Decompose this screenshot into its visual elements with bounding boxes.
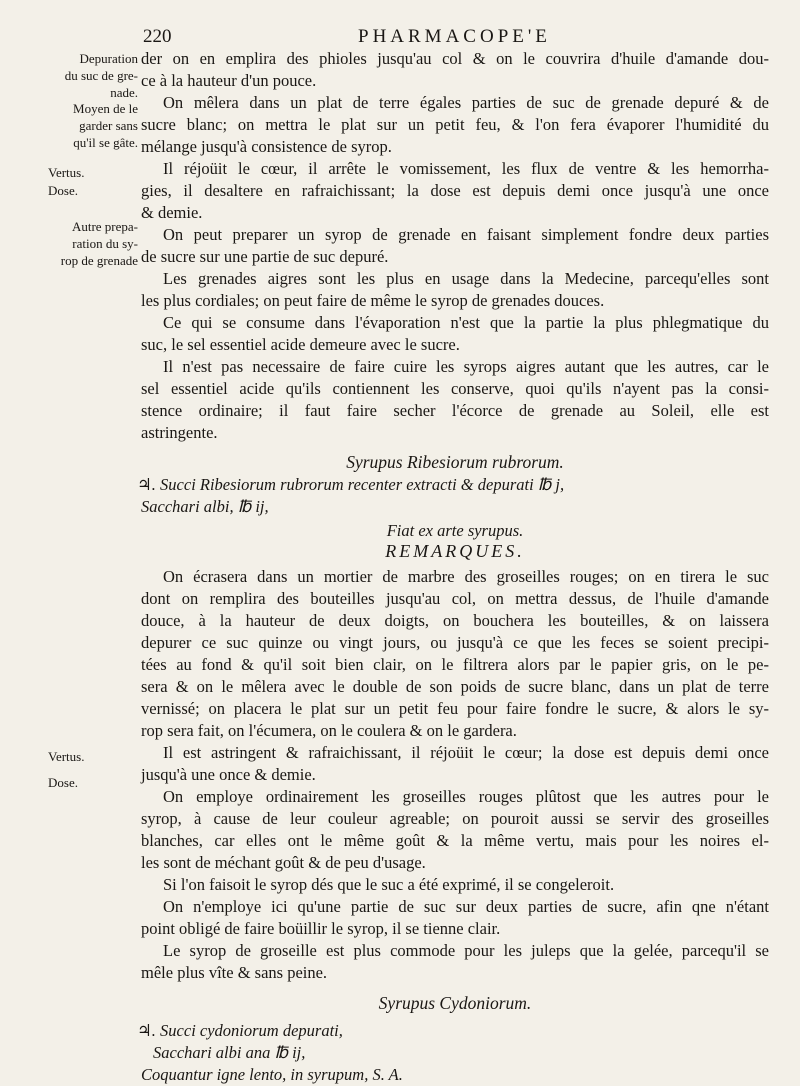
text-line: Les grenades aigres sont les plus en usage dans la Medecine, parcequ'elles sont (163, 269, 769, 288)
text-line: der on en emplira des phioles jusqu'au col & on le couvrira d'huile d'amande dou- (141, 49, 769, 68)
margin-note-vertus: Vertus. (48, 165, 85, 180)
text-line: tées au fond & qu'il soit bien clair, on le filtrera alors par le papier gris, on le pe- (141, 655, 769, 674)
text-line: & demie. (141, 203, 203, 222)
text-line: de sucre sur une partie de suc depuré. (141, 247, 389, 266)
text-line: jusqu'à une once & demie. (141, 765, 316, 784)
margin-line: Moyen de le (73, 101, 138, 116)
recipe-line: Sacchari albi ana ℔ ij, (153, 1043, 306, 1062)
text-line: Il n'est pas necessaire de faire cuire les syrops aigres autant que les autres, car le (163, 357, 769, 376)
text-line: gies, il desaltere en rafraichissant; la dose est depuis demi once jusqu'à une once (141, 181, 769, 200)
text-line: suc, le sel essentiel acide demeure avec le sucre. (141, 335, 460, 354)
margin-line: nade. (110, 85, 138, 100)
margin-line: qu'il se gâte. (73, 135, 138, 150)
margin-line: garder sans (79, 118, 138, 133)
text-line: mélange jusqu'à consistence de syrop. (141, 137, 392, 156)
text-line: blanches, car elles ont le même goût & la même vertu, mais pour les noires el- (141, 831, 769, 850)
text-line: sel essentiel acide qu'ils contiennent les conserve, quoi qu'ils n'ayent pas la consi- (141, 379, 769, 398)
text-line: syrop, à cause de leur couleur agreable; on pouroit aussi se servir des groseilles (141, 809, 769, 828)
margin-note-depuration (26, 50, 138, 101)
margin-note-dose: Dose. (48, 183, 78, 198)
recipe-line: Fiat ex arte syrupus. (386, 521, 524, 540)
text-line: sucre blanc; on mettra le plat sur un petit feu, & l'on fera évaporer l'humidité du (141, 115, 769, 134)
recipe-line: Coquantur igne lento, in syrupum, S. A. (141, 1065, 403, 1084)
text-line: On mêlera dans un plat de terre égales parties de suc de grenade depuré & de (163, 93, 769, 112)
margin-line: rop de grenade (60, 253, 138, 268)
text-line: On écrasera dans un mortier de marbre des groseilles rouges; on en tirera le suc (163, 567, 769, 586)
recipe-title: Syrupus Cydoniorum. (378, 993, 532, 1013)
text-line: stence ordinaire; il faut faire secher l'écorce de grenade au Soleil, elle est (141, 401, 769, 420)
text-line: vernissé; on placera le plat sur un petit feu pour faire fondre le sucre, & alors le sy- (141, 699, 769, 718)
margin-line: du suc de gre- (64, 68, 138, 83)
text-line: Si l'on faisoit le syrop dés que le suc a été exprimé, il se congeleroit. (163, 875, 615, 894)
text-line: douce, à la hauteur de deux doigts, on bouchera les bouteilles, & on laissera (141, 611, 769, 630)
text-line: les plus cordiales; on peut faire de même le syrop de grenades douces. (141, 291, 605, 310)
margin-note-moyen (26, 100, 138, 151)
text-line: dont on remplira des bouteilles jusqu'au col, on mettra dessus, de l'huile d'amande (141, 589, 769, 608)
margin-line: Autre prepa- (71, 219, 138, 234)
recipe-line: Sacchari albi, ℔ ij, (141, 497, 269, 516)
text-line: On employe ordinairement les groseilles rouges plûtost que les autres pour le (163, 787, 769, 806)
margin-note-vertus-2: Vertus. (48, 749, 85, 764)
margin-line: Depuration (79, 51, 138, 66)
text-line: ce à la hauteur d'un pouce. (141, 71, 317, 90)
recipe-line: ♃. Succi cydoniorum depurati, (137, 1021, 343, 1040)
text-line: Le syrop de groseille est plus commode pour les juleps que la gelée, parcequ'il se (163, 941, 769, 960)
text-line: On n'employe ici qu'une partie de suc sur deux parties de sucre, afin qne n'étant (163, 897, 769, 916)
running-title: PHARMACOPE'E (358, 26, 551, 47)
page-number: 220 (143, 26, 172, 47)
recipe-title: Syrupus Ribesiorum rubrorum. (346, 452, 564, 472)
text-line: les sont de méchant goût & de peu d'usage. (141, 853, 426, 872)
text-line: mêle plus vîte & sans peine. (141, 963, 328, 982)
text-line: astringente. (141, 423, 218, 442)
text-line: rop sera fait, on l'écumera, on le coulera & on le gardera. (141, 721, 517, 740)
text-line: On peut preparer un syrop de grenade en faisant simplement fondre deux parties (163, 225, 769, 244)
text-line: depurer ce suc quinze ou vingt jours, ou jusqu'à ce que les feces se soient precipi- (141, 633, 769, 652)
text-line: point obligé de faire boüillir le syrop, il se tienne clair. (141, 919, 501, 938)
recipe-line: ♃. Succi Ribesiorum rubrorum recenter extracti & depurati ℔ j, (137, 475, 565, 494)
section-heading: REMARQUES. (385, 541, 525, 561)
margin-note-autre-preparation (26, 218, 138, 269)
text-line: Ce qui se consume dans l'évaporation n'est que la partie la plus phlegmatique du (163, 313, 769, 332)
text-line: sera & on le mêlera avec le double de son poids de sucre blanc, dans un plat de terre (141, 677, 769, 696)
text-line: Il réjoüit le cœur, il arrête le vomissement, les flux de ventre & les hemorrha- (163, 159, 769, 178)
margin-note-dose-2: Dose. (48, 775, 78, 790)
text-line: Il est astringent & rafraichissant, il réjoüit le cœur; la dose est depuis demi once (163, 743, 769, 762)
margin-line: ration du sy- (72, 236, 138, 251)
